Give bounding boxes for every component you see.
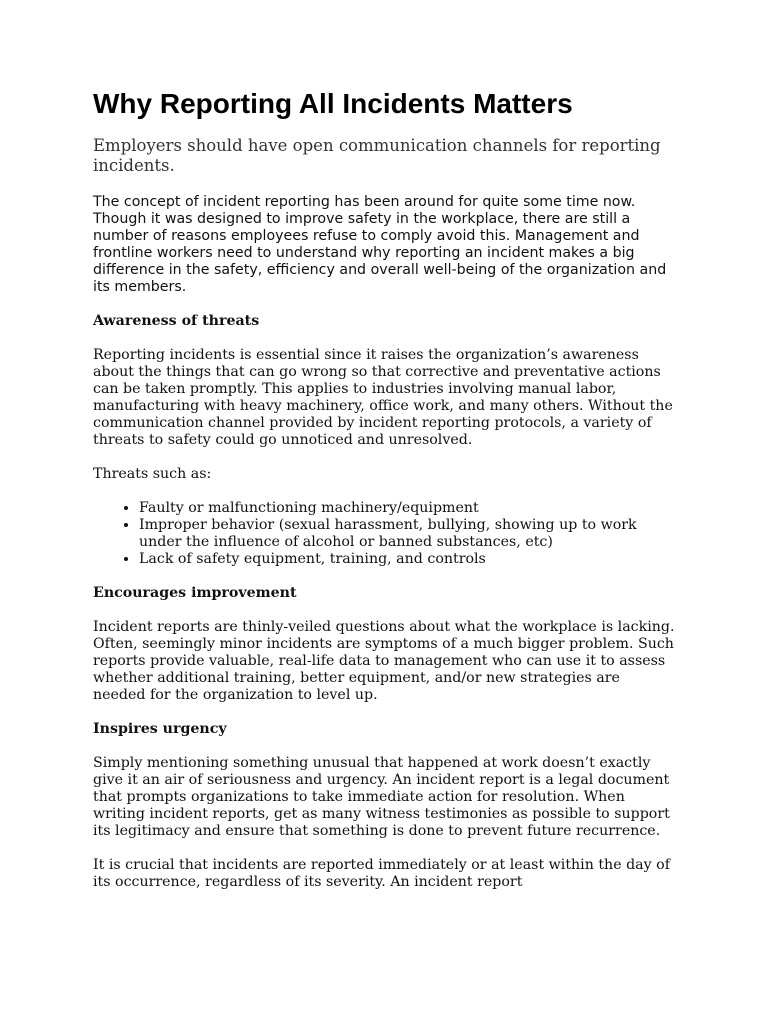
improvement-paragraph: Incident reports are thinly-veiled questions about what the workplace is lacking. Often, seemingly minor incidents are symptoms of a much bigger problem. Such reports provide valuable, real-life data to management who can use it to assess whether additional training, better equipment, and/or new strategies are needed for the organization to level up. (93, 619, 675, 703)
list-item: • Improper behavior (sexual harassment, bullying, showing up to work under the influence of alcohol or banned substances, etc) (139, 517, 675, 551)
awareness-paragraph: Reporting incidents is essential since it raises the organization’s awareness about the things that can go wrong so that corrective and preventative actions can be taken promptly. This applies to industries involving manual labor, manufacturing with heavy machinery, office work, and many others. Without the communication channel provided by incident reporting protocols, a variety of threats to safety could go unnoticed and unresolved. (93, 347, 673, 448)
intro-paragraph: The concept of incident reporting has been around for quite some time now. Though it was designed to improve safety in the workplace, there are still a number of reasons employees refuse to comply avoid this. Management and frontline workers need to understand why reporting an incident makes a big difference in the safety, efficiency and overall well-being of the organization and its members. (93, 194, 667, 295)
section-heading-awareness: Awareness of threats (93, 313, 260, 329)
section-heading-improvement: Encourages improvement (93, 585, 297, 601)
urgency-paragraph-continued: It is crucial that incidents are reported immediately or at least within the day of its occurrence, regardless of its severity. An incident report (93, 857, 670, 890)
section-heading-urgency: Inspires urgency (93, 721, 227, 737)
threats-intro: Threats such as: (93, 466, 212, 482)
list-item: • Lack of safety equipment, training, and controls (139, 551, 675, 568)
article-subtitle: Employers should have open communication channels for reporting incidents. (93, 136, 661, 175)
threats-list (93, 500, 675, 568)
article-title: Why Reporting All Incidents Matters (93, 88, 573, 119)
urgency-paragraph: Simply mentioning something unusual that happened at work doesn’t exactly give it an air of seriousness and urgency. An incident report is a legal document that prompts organizations to take immediate action for resolution. When writing incident reports, get as many witness testimonies as possible to support its legitimacy and ensure that something is done to prevent future recurrence. (93, 755, 670, 839)
list-item: • Faulty or malfunctioning machinery/equipment (139, 500, 675, 517)
